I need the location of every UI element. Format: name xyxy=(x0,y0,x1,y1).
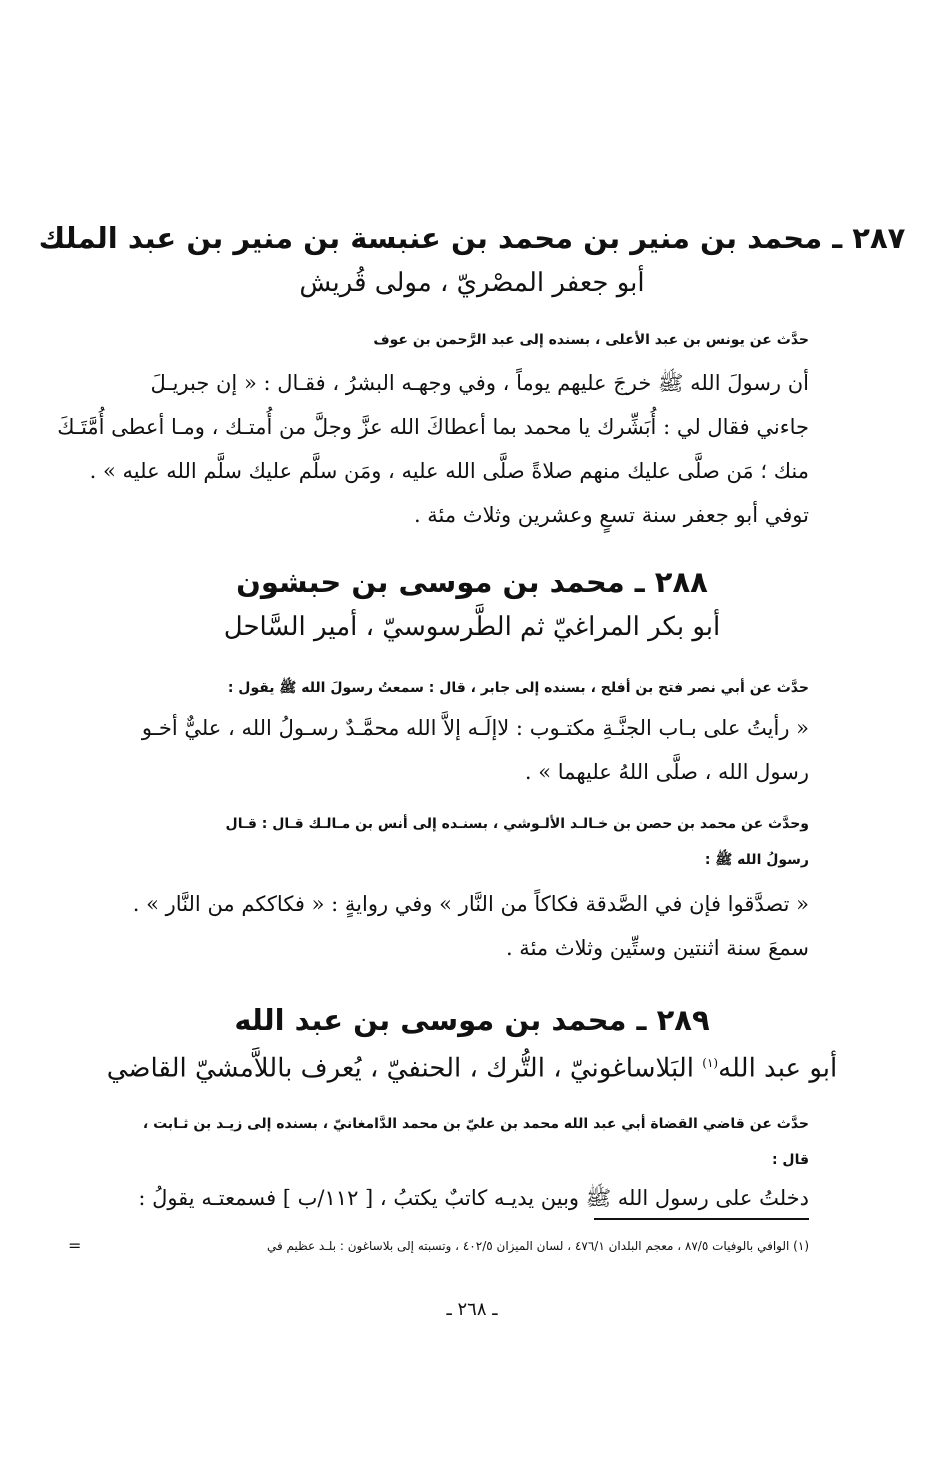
death-note: توفي أبو جعفر سنة تسعٍ وعشرين وثلاث مئة . xyxy=(413,503,809,527)
entry-title-287: ٢٨٧ ـ محمد بن منير بن محمد بن عنبسة بن منير بن عبد الملك xyxy=(38,221,906,255)
isnad-287: حدَّث عن يونس بن عبد الأعلى ، بسنده إلى عبد الرَّحمن بن عوف xyxy=(373,332,809,348)
footnote-marker: (١) xyxy=(702,1056,719,1070)
entry-subtitle-287: أبو جعفر المصْريّ ، مولى قُريش xyxy=(299,268,645,298)
text-line: رسول الله ، صلَّى اللهُ عليهما » . xyxy=(524,760,809,784)
hadith-text-289 xyxy=(129,1176,809,1220)
text-line: « تصدَّقوا فإن في الصَّدقة فكاكاً من النَّار » وفي روايةٍ : « فكاككم من النَّار » . xyxy=(132,892,809,916)
page-number: ـ ٢٦٨ ـ xyxy=(446,1299,498,1320)
isnad-line: حدَّث عن قاضي القضاة أبي عبد الله محمد بن عليّ بن محمد الدَّامغانيّ ، بسنده إلى زيـد بن ثـابت ، xyxy=(142,1116,809,1132)
isnad-line: وحدَّث عن محمد بن حصن بن خـالـد الألـوشي ، بسنـده إلى أنس بن مـالـك قـال : قـال xyxy=(225,816,809,832)
isnad-line: رسولُ الله ﷺ : xyxy=(704,852,809,868)
entry-title-289: ٢٨٩ ـ محمد بن موسى بن عبد الله xyxy=(234,1003,710,1037)
hadith-text-288-second xyxy=(129,882,809,970)
text-line: أن رسولَ الله ﷺ خرجَ عليهم يوماً ، وفي وجهـه البشرُ ، فقـال : « إن جبريـلَ xyxy=(150,371,809,395)
subtitle-part: أبو عبد الله xyxy=(718,1053,838,1084)
text-line: دخلتُ على رسول الله ﷺ وبين يديـه كاتبٌ يكتبُ ، [ ١١٢/ب ] فسمعتـه يقولُ : xyxy=(138,1186,809,1210)
isnad-288: حدَّث عن أبي نصر فتح بن أفلح ، بسنده إلى جابر ، قال : سمعتُ رسولَ الله ﷺ يقول : xyxy=(227,680,809,696)
text-line: جاءني فقال لي : أُبَشِّرك يا محمد بما أعطاكَ الله عزَّ وجلَّ من أُمتـك ، ومـا أعطى أُمَّتَـكَ xyxy=(57,415,809,439)
text-line: منك ؛ مَن صلَّى عليك منهم صلاةً صلَّى الله عليه ، ومَن سلَّم عليك سلَّم الله عليه » . xyxy=(89,459,809,483)
subtitle-part: البَلاساغونيّ ، التُّرك ، الحنفيّ ، يُعرف باللاَّمشيّ القاضي xyxy=(106,1053,703,1084)
isnad-289 xyxy=(129,1106,809,1178)
footnote-continuation-mark: = xyxy=(68,1236,82,1255)
footnote: (١) الوافي بالوفيات ٨٧/٥ ، معجم البلدان ٤٧٦/١ ، لسان الميزان ٤٠٢/٥ ، وتسبته إلى بلاساغون : بلـد عظيم في xyxy=(266,1239,809,1253)
text-line: سمعَ سنة اثنتين وستِّين وثلاث مئة . xyxy=(505,936,809,960)
text-line: « رأيتُ على بـاب الجنَّـةِ مكتـوب : لاإلَـه إلاَّ الله محمَّـدٌ رسـولُ الله ، عليٌّ أخـو xyxy=(141,716,809,740)
isnad-288-second xyxy=(129,806,809,878)
isnad-line: قال : xyxy=(771,1152,809,1168)
hadith-text-287 xyxy=(57,361,809,537)
hadith-text-288 xyxy=(129,706,809,794)
footnote-rule xyxy=(594,1218,809,1220)
entry-subtitle-289 xyxy=(0,1044,944,1088)
entry-title-288: ٢٨٨ ـ محمد بن موسى بن حبشون xyxy=(236,565,708,599)
entry-subtitle-288: أبو بكر المراغيّ ثم الطَّرسوسيّ ، أمير السَّاحل xyxy=(223,612,721,642)
